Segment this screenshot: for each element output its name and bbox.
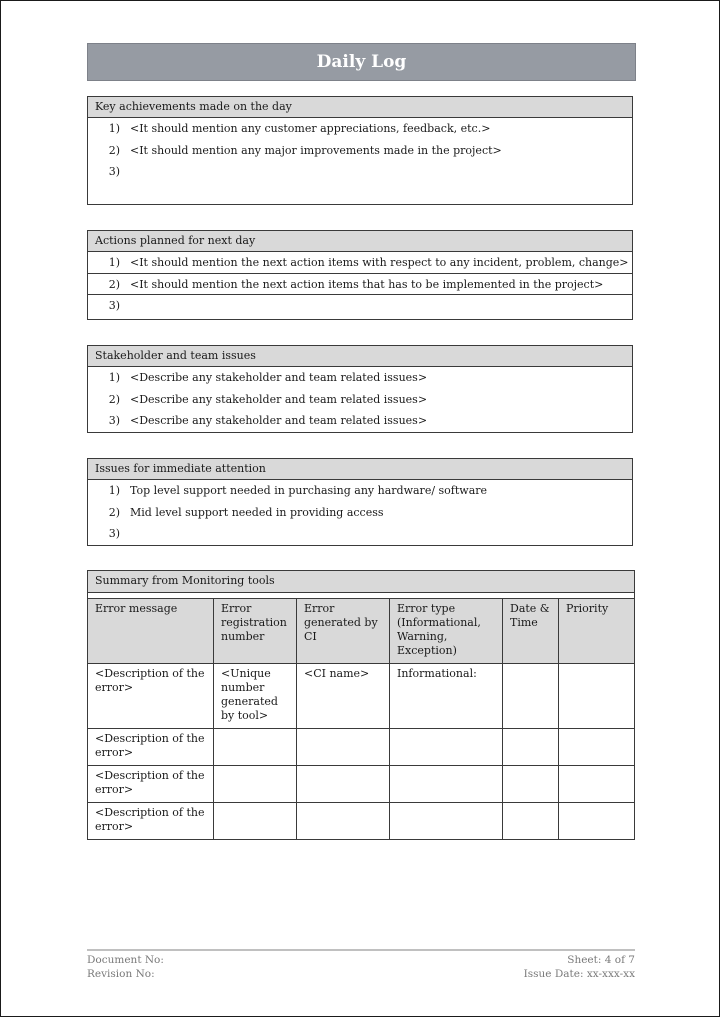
item-number: 3) (108, 299, 120, 312)
table-cell[interactable] (559, 729, 635, 766)
revision-number-label: Revision No: (87, 968, 155, 980)
table-cell[interactable] (559, 766, 635, 803)
document-number-label: Document No: (87, 954, 164, 966)
list-item (88, 367, 632, 389)
table-cell[interactable]: <Description of the error> (88, 803, 214, 840)
item-number: 2) (108, 392, 120, 406)
issue-date: Issue Date: xx-xxx-xx (523, 968, 635, 980)
item-number: 1) (108, 484, 120, 497)
table-cell[interactable] (390, 803, 503, 840)
item-number: 1) (108, 371, 120, 384)
list-item (88, 480, 632, 502)
item-text[interactable]: Mid level support needed in providing access (130, 505, 384, 519)
table-cell[interactable] (297, 766, 390, 803)
table-cell[interactable]: <CI name> (297, 664, 390, 729)
list-item (88, 161, 632, 183)
table-row (88, 729, 635, 766)
item-text[interactable]: <Describe any stakeholder and team related issues> (130, 414, 428, 427)
column-header-error-type: Error type (Informational, Warning, Exception) (390, 599, 503, 664)
table-cell[interactable] (297, 803, 390, 840)
table-cell[interactable]: <Description of the error> (88, 729, 214, 766)
item-text[interactable] (130, 161, 632, 183)
item-text[interactable]: <It should mention any major improvements made in the project> (130, 143, 502, 157)
table-caption: Summary from Monitoring tools (88, 571, 635, 593)
table-cell[interactable]: <Description of the error> (88, 766, 214, 803)
item-number: 2) (108, 143, 120, 157)
item-number: 3) (108, 165, 120, 178)
table-cell[interactable] (390, 729, 503, 766)
column-header-priority: Priority (559, 599, 635, 664)
section-key-achievements (87, 96, 633, 205)
list-item (88, 410, 632, 432)
table-cell[interactable] (214, 729, 297, 766)
item-text[interactable]: <It should mention the next action items with respect to any incident, problem, change> (130, 256, 629, 269)
table-cell[interactable] (559, 803, 635, 840)
item-text[interactable]: <Describe any stakeholder and team related issues> (130, 392, 428, 406)
item-text[interactable]: <It should mention any customer appreciations, feedback, etc.> (130, 122, 491, 135)
table-cell[interactable] (503, 729, 559, 766)
footer-divider (87, 949, 635, 951)
table-row (88, 664, 635, 729)
list-item (88, 118, 632, 140)
section-heading: Actions planned for next day (88, 231, 632, 252)
section-actions-planned (87, 230, 633, 320)
section-heading: Key achievements made on the day (88, 97, 632, 118)
section-heading: Stakeholder and team issues (88, 346, 632, 367)
item-number: 3) (108, 527, 120, 540)
table-cell[interactable] (297, 729, 390, 766)
section-stakeholder-issues (87, 345, 633, 433)
item-number: 2) (108, 505, 120, 519)
table-cell[interactable] (559, 664, 635, 729)
table-cell[interactable] (214, 803, 297, 840)
list-item (88, 389, 632, 411)
table-header-row (88, 599, 635, 664)
table-cell[interactable]: Informational: (390, 664, 503, 729)
monitoring-summary-table (87, 570, 634, 840)
column-header-error-message: Error message (88, 599, 214, 664)
list-item (88, 252, 632, 274)
column-header-date-time: Date & Time (503, 599, 559, 664)
table-cell[interactable]: <Description of the error> (88, 664, 214, 729)
table-cell[interactable] (390, 766, 503, 803)
item-text[interactable] (130, 523, 632, 545)
table-cell[interactable] (503, 766, 559, 803)
item-number: 1) (108, 122, 120, 135)
table-cell[interactable]: <Unique number generated by tool> (214, 664, 297, 729)
list-item (88, 140, 632, 162)
column-header-registration-number: Error registration number (214, 599, 297, 664)
item-number: 1) (108, 256, 120, 269)
table-row (88, 803, 635, 840)
list-item (88, 295, 632, 317)
table-caption-row (88, 571, 635, 593)
item-number: 2) (108, 277, 120, 291)
section-immediate-attention (87, 458, 633, 546)
table-cell[interactable] (503, 803, 559, 840)
table-cell[interactable] (503, 664, 559, 729)
item-text[interactable]: <It should mention the next action items that has to be implemented in the project> (130, 277, 604, 291)
column-header-generated-by-ci: Error generated by CI (297, 599, 390, 664)
list-item (88, 523, 632, 545)
item-text[interactable]: Top level support needed in purchasing any hardware/ software (130, 484, 488, 497)
list-item (88, 274, 632, 296)
item-text[interactable]: <Describe any stakeholder and team related issues> (130, 371, 428, 384)
sheet-number: Sheet: 4 of 7 (567, 954, 635, 966)
section-heading: Issues for immediate attention (88, 459, 632, 480)
page-title: Daily Log (87, 43, 636, 81)
list-item (88, 502, 632, 524)
item-text[interactable] (130, 295, 632, 317)
item-number: 3) (108, 414, 120, 427)
table-row (88, 766, 635, 803)
table-cell[interactable] (214, 766, 297, 803)
